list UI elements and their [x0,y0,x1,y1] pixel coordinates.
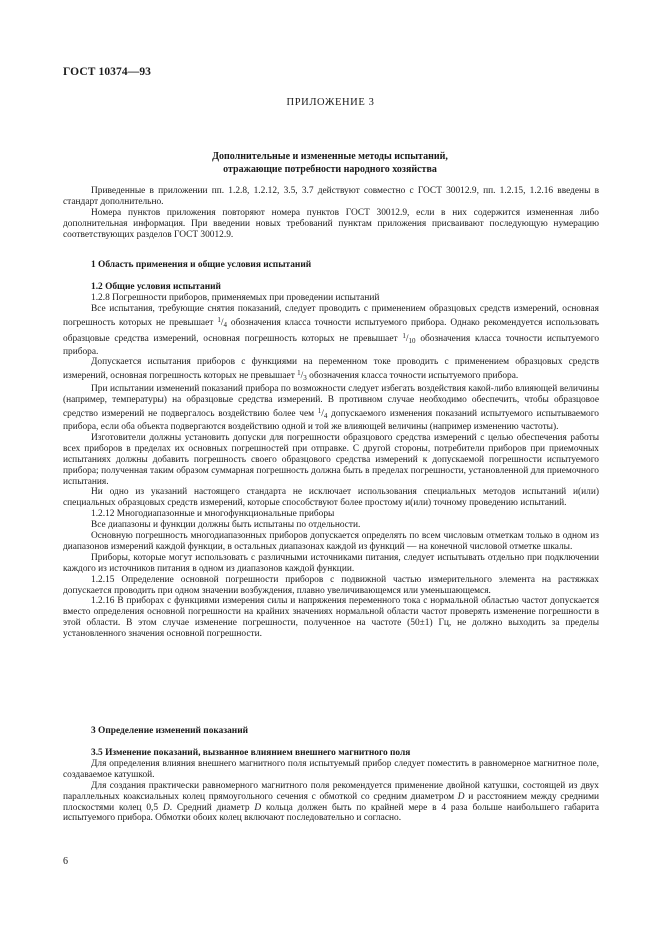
clause-1-2-8-para-a: Все испытания, требующие снятия показаний, следует проводить с применением образцовых средств измерений, основная погрешность которых не превышает $^1/_4$ обозначения класса точности испытуемого прибора. Однако рекомендуется использовать образцовые средства измерений, основная погрешность которых не превышает $^1/_{10}$ обозначения класса точности испытуемого прибора. [63,303,600,357]
text-fragment: кольца должен быть по крайней мере в 4 раза больше наибольшего габарита испытуемого прибора. Обмотки обоих колец включают последовательно и согласно. [63,802,600,824]
title-line-1: Дополнительные и измененные методы испытаний, [212,151,448,162]
section-1-body [63,282,599,640]
clause-1-2-8-title: 1.2.8 Погрешности приборов, применяемых при проведении испытаний [91,292,380,303]
title-line-2: отражающие потребности народного хозяйства [223,164,437,175]
variable-d: D [457,791,465,802]
clause-1-2-12-para-c: Приборы, которые могут использовать с различными источниками питания, следует испытывать отдельно при подключении каждого из источников питания в одном из диапазонов каждой функции. [63,552,599,574]
section-3-heading: 3 Определение изменений показаний [91,726,248,736]
appendix-label: ПРИЛОЖЕНИЕ 3 [286,97,375,108]
clause-1-2-12-para-a: Все диапазоны и функции должны быть испытаны по отдельности. [91,520,361,531]
clause-1-2-8-para-b: Допускается испытания приборов с функциями на переменном токе проводить с применением образцовых средств измерений, основная погрешность которых не превышает $^1/_3$ обозначения класса точности испытуемого прибора. [63,357,599,383]
fraction-numerator: 1 [317,407,322,416]
standard-header: ГОСТ 10374—93 [63,66,152,78]
text-fragment: обозначения класса точности испытуемого прибора. [309,371,519,382]
page-number: 6 [63,856,68,867]
text-fragment: и расстоянием между средними плоскостями колец 0,5 [63,791,600,813]
text-fragment: Допускается испытания приборов с функциями на переменном токе проводить с применением образцовых средств измерений, основная погрешность которых не превышает [63,357,599,382]
appendix-title [60,150,600,176]
fraction-numerator: 1 [217,315,221,324]
text-fragment: Для создания практически равномерного магнитного поля рекомендуется применение двойной катушки, состоящей из двух параллельных коаксиальных колец прямоугольного сечения с обмоткой со средним диаметром [63,780,599,802]
fraction-denominator: 3 [303,374,307,383]
subsection-3-5-heading: 3.5 Изменение показаний, вызванное влиянием внешнего магнитного поля [91,748,411,758]
clause-1-2-8-para-e: Ни одно из указаний настоящего стандарта не исключает использования специальных методов испытаний и(или) специальных образцовых средств измерений, которые способствуют более простому и(или) точному проведению испытаний. [63,487,599,509]
clause-1-2-12-para-b: Основную погрешность многодиапазонных приборов допускается определять по всем числовым отметкам только в одном из диапазонов измерений каждой функции, в остальных диапазонах каждой из функций — на конечной числовой отметке шкалы. [63,531,599,552]
clause-1-2-12-title: 1.2.12 Многодиапазонные и многофункциональные приборы [91,509,335,520]
clause-1-2-16: 1.2.16 В приборах с функциями измерения силы и напряжения переменного тока с нормальной областью частот допускается вместо определения основной погрешности на крайних значениях нормальной области частот проверять изменение погрешности в этой области. В этом случае изменение погрешности, полученное на частоте (50±1) Гц, не должно выходить за пределы установленного значения основной погрешности. [63,596,599,640]
text-fragment: обозначения класса точности испытуемого прибора. [63,333,600,357]
intro-block [63,186,599,241]
text-fragment: При испытании изменений показаний прибора по возможности следует избегать воздействия какой-либо влияющей величины (например, температуры) на образцовые средства измерений. В противном случае необходимо обеспечить, чтобы образцовое средство измерений не подвергалось воздействию более чем [63,384,599,420]
clause-1-2-8-para-c: При испытании изменений показаний прибора по возможности следует избегать воздействия какой-либо влияющей величины (например, температуры) на образцовые средства измерений. В противном случае необходимо обеспечить, чтобы образцовое средство измерений не подвергалось воздействию более чем $^1/_4$ допускаемого изменения показаний испытуемого испытываемого прибора, если оба объекта подвергаются воздействию одной и той же влияющей величины (например изменению частоты). [63,384,599,432]
text-fragment: . Средний диаметр [169,802,250,813]
fraction-denominator: 4 [223,320,227,329]
subsection-1-2-heading: 1.2 Общие условия испытаний [91,282,221,292]
intro-paragraph-2: Номера пунктов приложения повторяют номера пунктов ГОСТ 30012.9, если в них содержится измененная либо дополнительная информация. При введении новых требований пунктам приложения присваивают последующую нумерацию соответствующих разделов ГОСТ 30012.9. [63,207,599,240]
intro-paragraph-1: Приведенные в приложении пп. 1.2.8, 1.2.12, 3.5, 3.7 действуют совместно с ГОСТ 30012.9, пп. 1.2.15, 1.2.16 введены в стандарт дополнительно. [63,186,599,207]
text-fragment: допускаемого изменения показаний испытуемого испытываемого прибора, если оба объекта подвергаются воздействию одной и той же влияющей величины (например изменению частоты). [63,409,599,432]
fraction-numerator: 1 [402,331,406,340]
section-1-heading: 1 Область применения и общие условия испытаний [91,260,312,270]
text-fragment: Все испытания, требующие снятия показаний, следует проводить с применением образцовых средств измерений, основная погрешность которых не превышает [63,303,599,328]
clause-3-5-para-b [63,781,599,825]
variable-d: D [254,802,262,813]
clause-1-2-15: 1.2.15 Определение основной погрешности приборов с подвижной частью измерительного элемента на растяжках допускается проводить при одном значении возбуждения, плавно увеличивающемся или уменьшающемся. [63,574,599,596]
section-3-body [63,748,599,824]
fraction-denominator: 4 [323,412,328,421]
fraction-numerator: 1 [297,369,301,378]
clause-1-2-8-para-d: Изготовители должны установить допуски для погрешности образцового средства измерений с целью обеспечения работы всех приборов в пределах их основных погрешностей при отправке. С другой стороны, потребители приборов при приемочных испытаниях должны добавить погрешность своего образцового средства измерений к допускаемой погрешности испытуемого прибора; полученная таким образом суммарная погрешность должна быть в пределах погрешности, установленной для приемочного испытания. [63,432,599,487]
text-fragment: обозначения класса точности испытуемого прибора. Однако рекомендуется использовать образцовые средства измерений, основная погрешность которых не превышает [63,317,600,344]
clause-3-5-para-a: Для определения влияния внешнего магнитного поля испытуемый прибор следует поместить в равномерное магнитное поле, создаваемое катушкой. [63,758,599,780]
fraction-denominator: 10 [408,336,416,345]
variable-d: D [162,802,170,813]
